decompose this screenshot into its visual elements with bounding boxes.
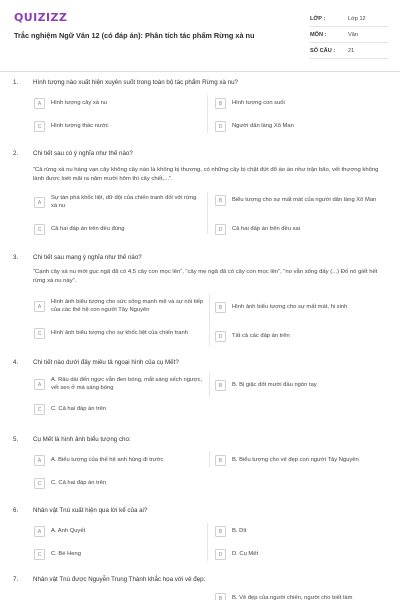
meta-value: Văn (348, 31, 358, 38)
option-a[interactable] (34, 299, 206, 315)
question-number: 6. (13, 507, 19, 514)
option-text: A. Biểu tượng của thế hệ anh hùng đi trước (51, 456, 164, 463)
option-divider (207, 192, 208, 234)
option-text: Hình ảnh biểu tượng cho sức sống mạnh mẽ và sự nối tiếp của các thế hệ con người Tây Nguyên (51, 299, 204, 313)
option-text: Hình tượng con suối (232, 99, 285, 106)
option-divider (209, 451, 210, 467)
option-key: D (215, 331, 226, 342)
option-text: Hình ảnh biểu tượng cho sự mất mát, hi sinh (232, 303, 348, 310)
option-text: Hình tượng cây xà nu (51, 99, 108, 106)
option-key: B (215, 455, 226, 466)
option-text: D. Cụ Mết (232, 550, 259, 557)
option-text: Biểu tượng cho sự mất mát của người dân làng Xô Man (232, 196, 377, 203)
meta-row-class (310, 11, 388, 27)
question-5 (0, 434, 400, 487)
question-text: Nhân vật Tnú xuất hiện qua lời kể của ai? (33, 507, 148, 514)
question-7 (0, 574, 400, 600)
option-text: C. Bé Heng (51, 550, 81, 557)
question-number: 7. (13, 576, 19, 583)
meta-label: SỐ CÂU : (310, 47, 336, 54)
option-key: A (34, 455, 45, 466)
option-b[interactable] (215, 526, 385, 537)
question-text: Hình tượng nào xuất hiện xuyên suốt trong toàn bộ tác phẩm Rừng xà nu? (33, 79, 238, 86)
option-d[interactable] (215, 549, 385, 560)
question-quote: “Cạnh cây xà nu mới gục ngã đã có 4,5 cây con mọc lên”, “cây mẹ ngã đã có cây con mọc lên”, “no vẫn sống đấy (...) Đố nó giết hết rừng xà nu này”. (33, 269, 378, 284)
page-title: Trắc nghiệm Ngữ Văn 12 (có đáp án): Phân tích tác phẩm Rừng xà nu (14, 31, 255, 40)
option-text: B. Vẻ đẹp của người chiến, người cho biết làm (232, 594, 353, 600)
option-key: C (34, 328, 45, 339)
question-6 (0, 505, 400, 558)
option-key: D (215, 224, 226, 235)
option-c[interactable] (34, 224, 204, 235)
question-number: 4. (13, 359, 19, 366)
option-key: B (215, 302, 226, 313)
question-number: 1. (13, 79, 19, 86)
option-d[interactable] (215, 224, 385, 235)
quizizz-logo[interactable]: QUIZIZZ (14, 11, 68, 24)
option-text: Sự tàn phá khốc liệt, dữ dội của chiến tranh đối với rừng xà nu (51, 195, 197, 209)
question-text: Chi tiết sau mang ý nghĩa như thế nào? (33, 254, 142, 261)
question-4 (0, 357, 400, 413)
option-key: B (215, 593, 226, 600)
option-c[interactable] (34, 404, 206, 415)
question-1 (0, 77, 400, 130)
option-text: B. Dít (232, 527, 247, 534)
option-text: Cả hai đáp án trên đều đúng (51, 225, 125, 232)
option-text: A. Râu dài đến ngực vẫn đen bóng, mắt sáng xếch ngược, vết sẹo ở má sáng bóng (51, 377, 203, 391)
option-divider (209, 294, 210, 346)
option-b[interactable] (215, 593, 390, 600)
option-a[interactable] (34, 195, 204, 211)
option-key: B (215, 98, 226, 109)
option-b[interactable] (215, 195, 385, 206)
option-text: Hình tượng thác nước (51, 122, 109, 129)
meta-label: MÔN : (310, 31, 327, 38)
option-b[interactable] (215, 455, 390, 466)
option-c[interactable] (34, 328, 206, 339)
option-b[interactable] (215, 302, 385, 313)
option-c[interactable] (34, 478, 206, 489)
option-key: C (34, 478, 45, 489)
option-a[interactable] (34, 526, 204, 537)
option-divider (207, 523, 208, 561)
option-text: A. Anh Quyết (51, 527, 86, 534)
option-key: A (34, 379, 45, 390)
option-d[interactable] (215, 121, 385, 132)
option-key: B (215, 195, 226, 206)
question-2 (0, 148, 400, 233)
option-b[interactable] (215, 98, 385, 109)
question-number: 3. (13, 254, 19, 261)
option-text: Người dân làng Xô Man (232, 122, 294, 129)
option-divider (209, 373, 210, 397)
option-key: C (34, 404, 45, 415)
option-d[interactable] (215, 331, 385, 342)
option-text: C. Cả hai đáp án trên (51, 479, 107, 486)
option-key: A (34, 98, 45, 109)
option-c[interactable] (34, 121, 184, 132)
option-text: B. Biểu tượng cho vẻ đẹp con người Tây Nguyên (232, 456, 359, 463)
option-key: A (34, 301, 45, 312)
question-3 (0, 252, 400, 340)
option-key: B (215, 526, 226, 537)
option-key: D (215, 549, 226, 560)
option-text: Cả hai đáp án trên đều sai (232, 225, 301, 232)
option-b[interactable] (215, 380, 385, 391)
option-key: A (34, 526, 45, 537)
option-key: C (34, 549, 45, 560)
question-text: Cụ Mết là hình ảnh biểu tượng cho: (33, 436, 131, 443)
option-a[interactable] (34, 455, 206, 466)
option-key: C (34, 224, 45, 235)
question-text: Nhân vật Tnú được Nguyễn Trung Thành khắc họa với vẻ đẹp: (33, 576, 206, 583)
option-text: B. Bị giặc đốt mười đầu ngón tay (232, 381, 317, 388)
header (0, 0, 400, 75)
option-a[interactable] (34, 377, 206, 393)
option-c[interactable] (34, 549, 204, 560)
option-a[interactable] (34, 98, 184, 109)
meta-label: LỚP : (310, 15, 326, 22)
option-key: A (34, 197, 45, 208)
meta-row-subject (310, 27, 388, 43)
meta-value: Lớp 12 (348, 15, 366, 22)
option-divider (207, 95, 208, 133)
question-text: Chi tiết nào dưới đây miêu tả ngoại hình của cụ Mết? (33, 359, 179, 366)
question-text: Chi tiết sau có ý nghĩa như thế nào? (33, 150, 133, 157)
meta-table (310, 11, 388, 59)
question-number: 2. (13, 150, 19, 157)
option-text: C. Cả hai đáp án trên (51, 405, 107, 412)
header-divider (0, 71, 400, 72)
option-text: Hình ảnh biểu tượng cho sự khốc liệt của chiến tranh (51, 329, 188, 336)
option-text: Tất cả các đáp án trên (232, 332, 290, 339)
option-key: C (34, 121, 45, 132)
option-key: B (215, 380, 226, 391)
option-key: D (215, 121, 226, 132)
question-number: 5. (13, 436, 19, 443)
question-quote: “Cả rừng xà nu hàng vạn cây không cây nào là không bị thương, có những cây bị chặt đứt đổ ào ào như trận bão, vết thương không lành được loét mãi ra năm mười hôm thì cây chết,...”. (33, 167, 379, 182)
meta-row-count (310, 43, 388, 59)
meta-value: 21 (348, 47, 355, 54)
